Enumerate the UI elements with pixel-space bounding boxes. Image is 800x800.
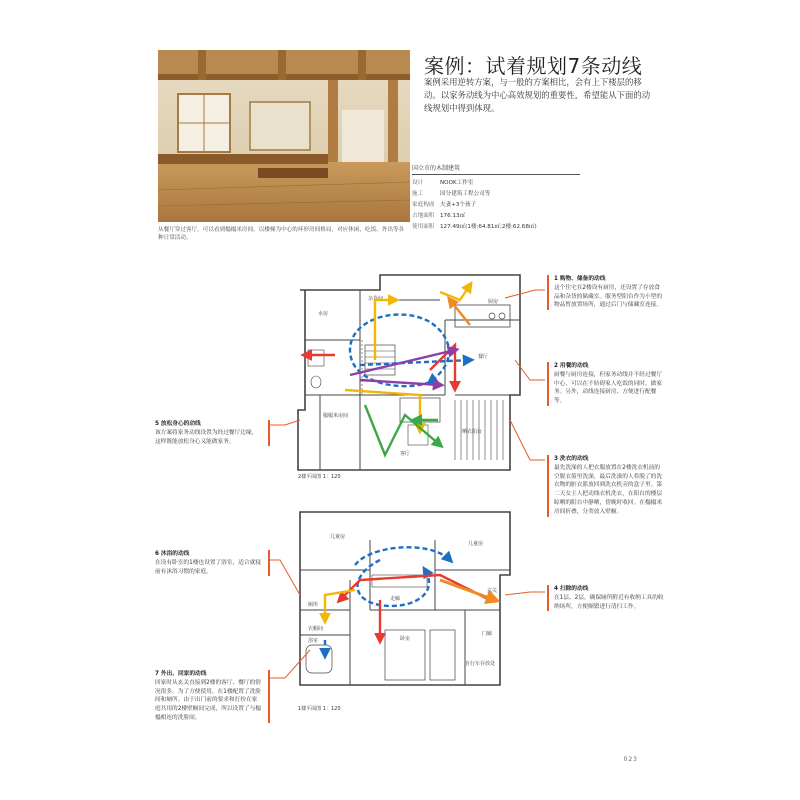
room-label: 浴室 [308,638,319,644]
page-title: 案例：试着规划7条动线 [424,54,643,78]
room-label: 晒衣阳台 [462,429,483,435]
project-row: 使用面积 127.49㎡(1楼:64.81㎡;2楼:62.68㎡) [412,224,537,230]
project-row: 家庭构成 夫妻+3个孩子 [412,202,477,208]
room-label: 玄关 [487,588,498,594]
room-label: 厨房 [488,299,499,305]
project-name: 国立市的木制建筑 [412,163,580,175]
page-number: 023 [623,756,638,763]
room-label: 走廊 [390,596,401,602]
route-dining [350,350,455,375]
route-shopping [345,390,420,430]
intro-text: 案例采用逆转方案，与一般的方案相比，会有上下楼层的移动。以家务动线为中心高效规划的重要性，希望能从下面的动线规划中得到体现。 [424,77,651,114]
project-row: 占地面积 176.13㎡ [412,213,466,219]
room-label: 餐厅 [478,354,489,360]
room-label: 儿童房 [468,541,484,547]
room-label: 衣帽间 [308,626,324,632]
project-info [412,163,580,233]
plan-2f [298,275,520,470]
room-label: 自行车存放处 [465,661,496,667]
project-row: 设计 NOOK工作室 [412,180,474,186]
room-label: 杂货间 [368,296,384,302]
note-dining: 2 用餐的动线 厨餐与厨房连接，但家务动线并不经过餐厅中心，可以在不妨碍家人吃饭的同时，做家务。另外，动线连接厨房，方便进行配餐等。 [547,362,664,406]
note-shopping: 1 购物、储备的动线 这个住宅在2楼设有厨房，还设置了存放食品和杂货的储藏室。服务型阳台作为小型的物品暂放置场所，通过后门与储藏室连接。 [547,275,664,310]
room-label: 厕所 [308,602,319,608]
note-laundry: 3 洗衣的动线 最先洗澡的人把衣服放置在2楼洗衣机前的空脱衣篮里洗澡，最后洗澡的人将脱了的洗衣物的脏衣篮放回到洗衣机旁的盒子里。第二天女主人把动线衣机洗衣，在阳台的楼层晾晒的阳台中静晒，傍晚时收回。在榻榻米房间折叠，分类放入壁橱。 [547,455,664,517]
photo-caption: 从餐厅穿过客厅，可以看到榻榻米房间。以楼梯为中心的环形房间格局，对应休闲、吃饭、外出等各种日常活动。 [158,227,405,242]
room-label: 榻榻米房间 [323,413,349,419]
route-shopping [440,285,470,300]
note-cleaning: 4 扫除的动线 在1层、2层，确保厕所附近有收纳工具的收纳场所，方便顺繁进行清扫工作。 [547,585,664,611]
room-label: 客厅 [400,451,411,457]
interior-photo [158,50,410,222]
leader-lines [268,290,545,678]
note-bath: 6 沐浴的动线 在设有卧室的1楼也设置了浴室，适合就寝前有沐浴习惯的家庭。 [155,550,270,576]
room-label: 卧室 [400,636,411,642]
route-cleaning [340,575,490,600]
plan-1f-labels [308,533,497,667]
note-relax: 5 放松身心的动线 该方案将家务动线设置为经过餐厅边缘，这样既能放松身心又能做家务。 [155,420,270,446]
room-label: 儿童房 [330,534,346,540]
note-outing: 7 外出、回家的动线 回家时从玄关直接到2楼的客厅、餐厅的情况很多。为了方便使用，在1楼配置了洗脸间和厕所。由于出门前的要求和打扮在家庭共用的2楼壁橱间完成，所以设置了与榻榻相连的洗脸间。 [155,670,270,723]
route-laundry [355,547,450,565]
route-shopping [450,300,470,325]
room-label: 水房 [318,311,329,317]
room-label: 门廊 [482,631,493,637]
plan-1f-caption: 1楼平面图 1：120 [298,706,341,712]
plan-2f-caption: 2楼平面图 1：120 [298,474,341,480]
project-row: 施工 国分建筑工程公司等 [412,191,491,197]
route-relax [365,405,440,455]
